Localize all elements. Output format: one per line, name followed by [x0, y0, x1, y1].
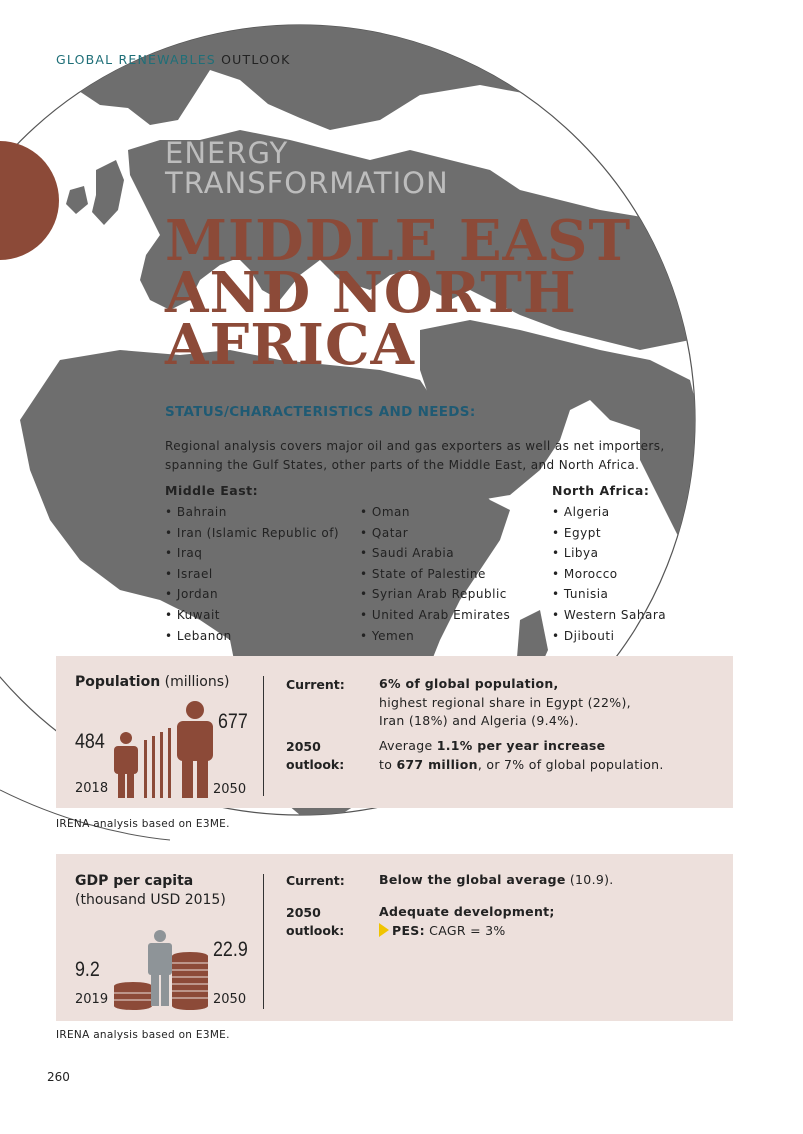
population-label	[75, 674, 230, 690]
population-current-line-2: highest regional share in Egypt (22%),	[379, 694, 631, 710]
gdp-panel	[56, 854, 733, 1021]
outlook-line-2-suffix: , or 7% of global population.	[477, 756, 664, 772]
middle-east-heading: Middle East:	[165, 483, 259, 498]
outlook-key-year: 2050	[286, 905, 321, 920]
population-label-unit: (millions)	[160, 674, 230, 690]
outlook-prefix: Average	[379, 738, 437, 753]
pes-value: CAGR = 3%	[424, 922, 506, 938]
gdp-coins-person-icon	[113, 930, 213, 1010]
list-item: • Iraq	[165, 543, 339, 564]
population-panel	[56, 656, 733, 808]
population-current-key: Current:	[286, 677, 345, 692]
gdp-start-year: 2019	[75, 992, 109, 1007]
pes-arrow-icon	[379, 923, 389, 937]
gdp-current-key: Current:	[286, 873, 345, 888]
outlook-key-year: 2050	[286, 739, 321, 754]
list-item: • Qatar	[360, 523, 510, 544]
page-title	[165, 208, 632, 378]
gdp-start-value: 9.2	[75, 958, 100, 981]
population-growth-icon	[111, 700, 221, 800]
running-header	[56, 52, 291, 67]
title-line-1: MIDDLE EAST	[165, 208, 632, 274]
gdp-outlook-text	[379, 903, 555, 940]
population-current-text	[379, 675, 631, 731]
list-item: • Djibouti	[552, 626, 666, 647]
divider	[263, 874, 264, 1009]
outlook-key-label: outlook:	[286, 757, 345, 772]
page-number: 260	[47, 1070, 70, 1084]
middle-east-list-2	[360, 502, 510, 646]
population-label-bold: Population	[75, 674, 161, 690]
list-item: • United Arab Emirates	[360, 605, 510, 626]
list-item: • Western Sahara	[552, 605, 666, 626]
section-subheading: STATUS/CHARACTERISTICS AND NEEDS:	[165, 404, 476, 420]
gdp-label	[75, 872, 226, 910]
population-start-value: 484	[75, 730, 105, 753]
north-africa-heading: North Africa:	[552, 483, 650, 498]
title-line-2: AND NORTH	[165, 260, 577, 326]
north-africa-list	[552, 483, 666, 646]
intro-paragraph	[165, 437, 695, 475]
list-item: • Lebanon	[165, 626, 339, 647]
list-item: • Bahrain	[165, 502, 339, 523]
divider	[263, 676, 264, 796]
outlook-line-2-highlight: 677 million	[396, 756, 478, 772]
gdp-label-unit: (thousand USD 2015)	[75, 892, 226, 908]
gdp-current-highlight: Below the global average	[379, 872, 566, 887]
population-start-year: 2018	[75, 781, 109, 796]
list-item: • Egypt	[552, 523, 666, 544]
list-item: • Yemen	[360, 626, 510, 647]
list-item: • Oman	[360, 502, 510, 523]
list-item: • Syrian Arab Republic	[360, 584, 510, 605]
gdp-outlook-highlight: Adequate development;	[379, 904, 555, 919]
intro-line-1: Regional analysis covers major oil and gas exporters as well as net importers,	[165, 439, 665, 453]
gdp-current-text	[379, 871, 614, 890]
population-source-note: IRENA analysis based on E3ME.	[56, 818, 230, 830]
list-item: • Saudi Arabia	[360, 543, 510, 564]
population-current-line-3: Iran (18%) and Algeria (9.4%).	[379, 713, 579, 728]
list-item: • Iran (Islamic Republic of)	[165, 523, 339, 544]
header-title: GLOBAL RENEWABLES	[56, 52, 216, 67]
population-end-year: 2050	[213, 782, 247, 797]
list-item: • Tunisia	[552, 584, 666, 605]
gdp-end-value: 22.9	[213, 938, 248, 961]
gdp-label-bold: GDP per capita	[75, 873, 194, 889]
gdp-source-note: IRENA analysis based on E3ME.	[56, 1029, 230, 1041]
section-kicker	[165, 138, 449, 198]
population-outlook-text	[379, 737, 664, 774]
pes-label: PES:	[392, 922, 425, 938]
outlook-line-2-prefix: to	[379, 756, 397, 772]
outlook-key-label: outlook:	[286, 923, 345, 938]
outlook-highlight: 1.1% per year increase	[436, 738, 606, 753]
list-item: • State of Palestine	[360, 564, 510, 585]
kicker-line-1: ENERGY	[165, 136, 289, 170]
population-end-value: 677	[218, 710, 248, 733]
population-outlook-key	[286, 738, 344, 774]
population-current-highlight: 6% of global population,	[379, 676, 559, 691]
list-item: • Algeria	[552, 502, 666, 523]
middle-east-list-1	[165, 483, 339, 646]
list-item: • Jordan	[165, 584, 339, 605]
gdp-current-suffix: (10.9).	[565, 872, 614, 887]
kicker-line-2: TRANSFORMATION	[165, 166, 449, 200]
gdp-end-year: 2050	[213, 992, 247, 1007]
list-item: • Morocco	[552, 564, 666, 585]
list-item: • Israel	[165, 564, 339, 585]
title-line-3: AFRICA	[165, 312, 415, 378]
intro-line-2: spanning the Gulf States, other parts of the Middle East, and North Africa.	[165, 458, 640, 472]
list-item: • Kuwait	[165, 605, 339, 626]
gdp-outlook-key	[286, 904, 344, 940]
header-subtitle: OUTLOOK	[221, 52, 291, 67]
list-item: • Libya	[552, 543, 666, 564]
